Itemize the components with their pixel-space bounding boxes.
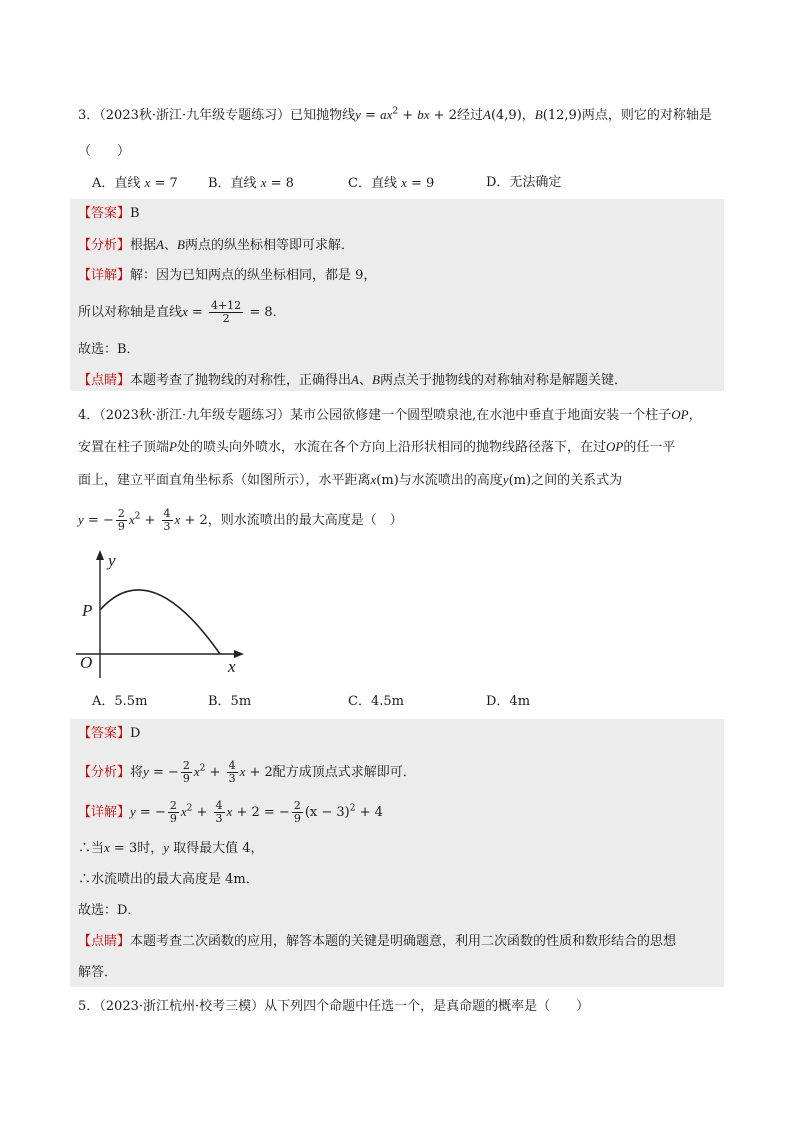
- q4-answer: 【答案】D: [78, 726, 141, 741]
- q4-stem-line2: 安置在柱子顶端P处的喷头向外喷水，水流在各个方向上沿形状相同的抛物线路径落下，在过OP的任一平: [78, 439, 676, 455]
- fraction: $\frac{4}{3}$: [215, 799, 223, 825]
- q4-option-d[interactable]: D．4m: [486, 694, 531, 709]
- q3-answer: 【答案】B: [78, 206, 140, 221]
- q4-option-b[interactable]: B．5m: [208, 694, 252, 709]
- fraction: $\frac{2}{9}$: [117, 507, 125, 533]
- parabola-curve: [100, 590, 220, 654]
- fraction: $\frac{2}{9}$: [293, 799, 301, 825]
- origin-label: O: [80, 653, 93, 672]
- fraction: $\frac{4}{3}$: [163, 507, 171, 533]
- q3-option-a[interactable]: A．直线 x = 7: [92, 175, 178, 191]
- q4-choice: 故选：D．: [78, 903, 141, 918]
- point-p-label: P: [82, 601, 93, 620]
- q3-stem-line1: 3．（2023秋·浙江·九年级专题练习）已知抛物线$y = ax^2$ + bx + 2经过A(4,9)，B(12,9)两点，则它的对称轴是: [78, 106, 712, 123]
- q3-calculation: 所以对称轴是直线x = $\frac{4+12}{2}$ = 8．: [78, 299, 286, 325]
- q3-comment: 【点睛】本题考查了抛物线的对称性，正确得出A、B两点关于抛物线的对称轴对称是解题关键．: [78, 372, 627, 388]
- q4-comment-line1: 【点睛】本题考查二次函数的应用，解答本题的关键是明确题意，利用二次函数的性质和数形结合的思想: [78, 934, 677, 949]
- q4-detail: 【详解】y = − $\frac{2}{9}$ $x^2$ + $\frac{4}{3}$ x + 2 = − $\frac{2}{9}$ $(x - 3)^2 + 4$: [78, 799, 383, 825]
- q3-option-b[interactable]: B．直线 x = 8: [208, 175, 294, 191]
- y-axis-arrow: [96, 550, 104, 560]
- q4-analysis: 【分析】将y = − $\frac{2}{9}$ $x^2$ + $\frac{4}{3}$ x + 2配方成顶点式求解即可．: [78, 759, 416, 785]
- parabola-graph: [72, 548, 252, 680]
- q3-option-c[interactable]: C．直线 x = 9: [348, 175, 435, 191]
- q3-option-d[interactable]: D．无法确定: [486, 175, 562, 190]
- q4-option-c[interactable]: C．4.5m: [348, 694, 404, 709]
- q5-stem-line1: 5．（2023·浙江杭州·校考三模）从下列四个命题中任选一个，是真命题的概率是（ ）: [78, 999, 590, 1014]
- fraction: $\frac{4}{3}$: [228, 759, 236, 785]
- y-axis-label: y: [108, 551, 116, 570]
- q4-step1: ∴当x = 3时，y 取得最大值 4，: [78, 840, 264, 856]
- q4-comment-line2: 解答．: [78, 965, 118, 980]
- q4-step2: ∴水流喷出的最大高度是 4m．: [78, 872, 259, 887]
- q4-stem-line1: 4．（2023秋·浙江·九年级专题练习）某市公园欲修建一个圆型喷泉池,在水池中垂直于地面安装一个柱子OP，: [78, 407, 702, 423]
- q3-choice: 故选：B．: [78, 342, 140, 357]
- q3-solution-box: [70, 199, 724, 391]
- q4-formula-line: y = − $\frac{2}{9}$ $x^2$ + $\frac{4}{3}$ x + 2，则水流喷出的最大高度是（ ）: [78, 507, 403, 533]
- q3-detail: 【详解】解：因为已知两点的纵坐标相同，都是 9，: [78, 268, 377, 283]
- q3-stem-line2: （ ）: [78, 144, 131, 159]
- fraction: $\frac{4+12}{2}$: [210, 299, 242, 325]
- q3-analysis: 【分析】根据A、B两点的纵坐标相等即可求解．: [78, 237, 354, 253]
- fraction: $\frac{2}{9}$: [182, 759, 190, 785]
- x-axis-label: x: [228, 657, 236, 676]
- fraction: $\frac{2}{9}$: [169, 799, 177, 825]
- q4-option-a[interactable]: A．5.5m: [92, 694, 148, 709]
- q4-stem-line3: 面上，建立平面直角坐标系（如图所示），水平距离x(m)与水流喷出的高度y(m)之间的关系式为: [78, 472, 623, 488]
